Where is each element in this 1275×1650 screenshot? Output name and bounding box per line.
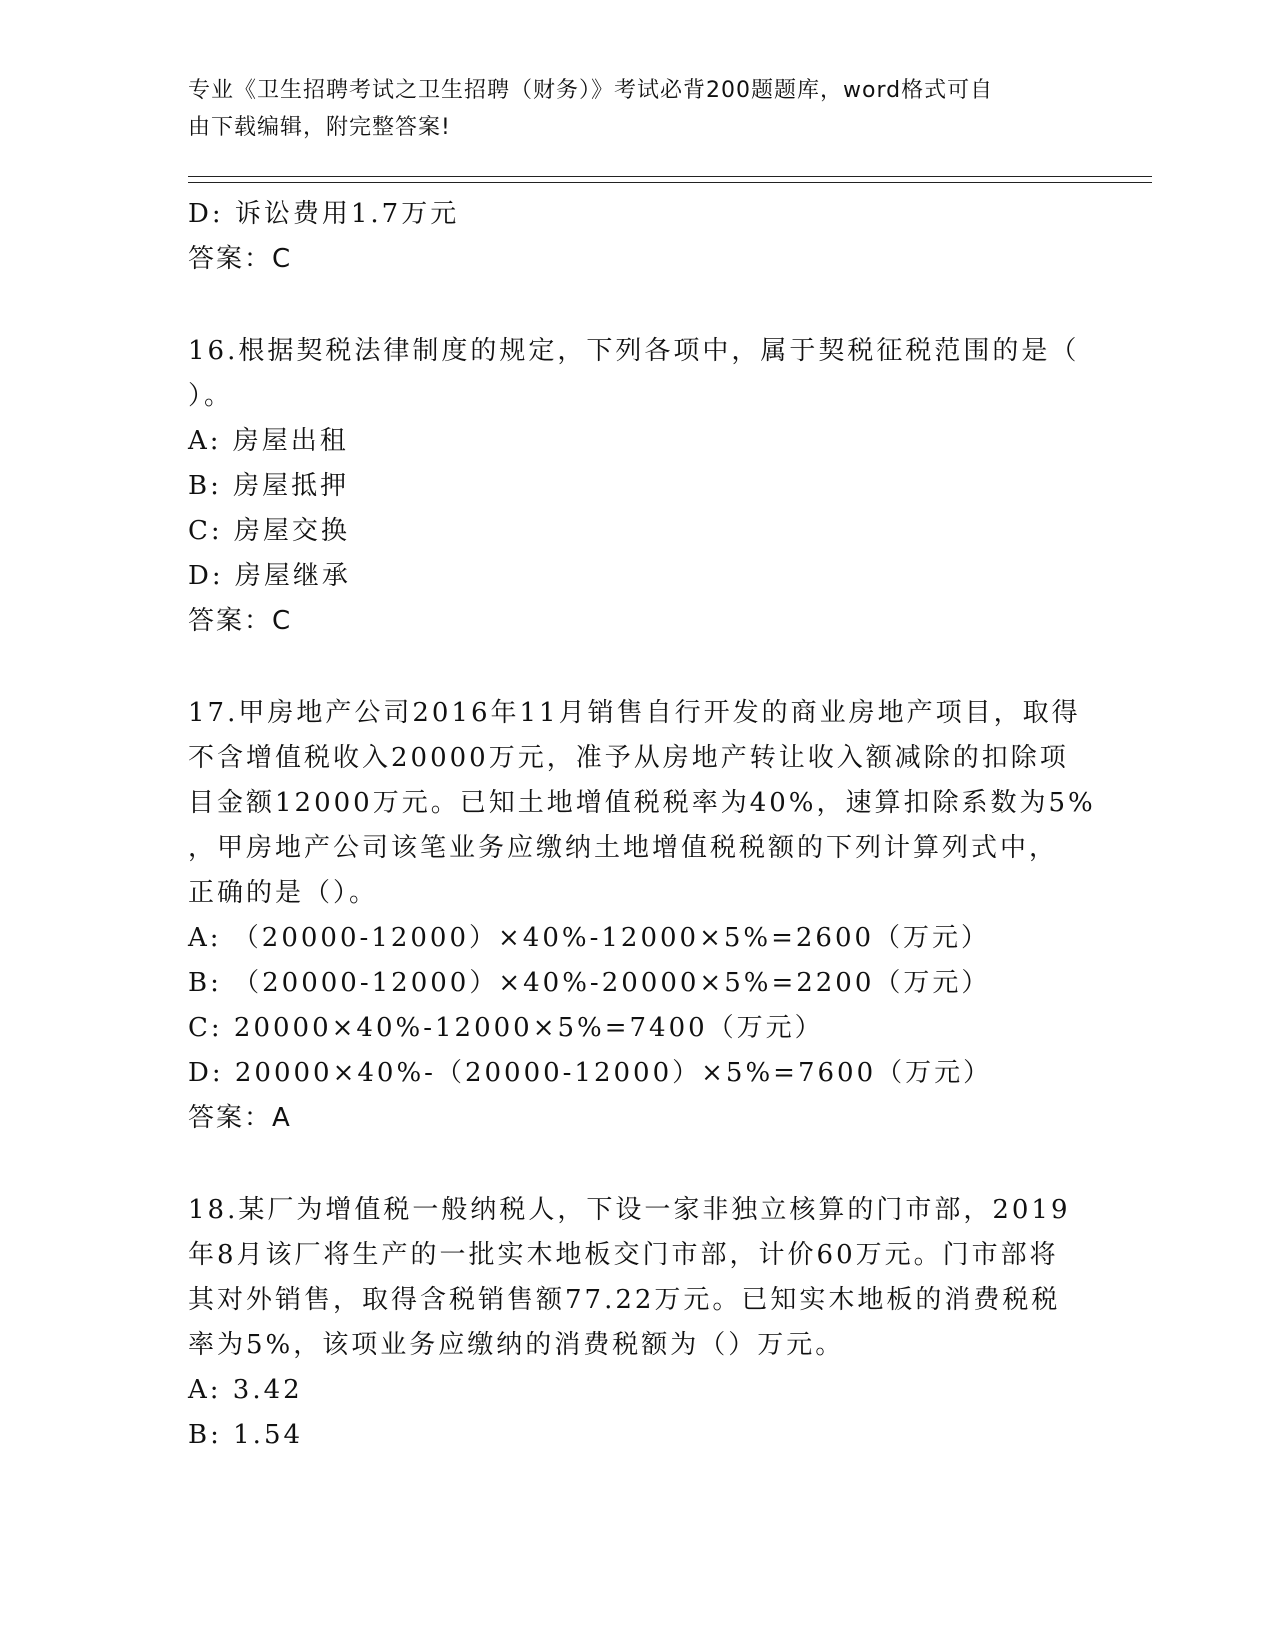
answer-label: 答案：A — [188, 1103, 292, 1133]
question-stem: 其对外销售，取得含税销售额77.22万元。已知实木地板的消费税税 — [188, 1285, 1061, 1315]
option-c: C: 20000×40%-12000×5%=7400（万元） — [188, 1013, 824, 1043]
option-b: B: 1.54 — [188, 1420, 304, 1450]
answer-label: 答案：C — [188, 244, 293, 274]
option-d: D: 诉讼费用1.7万元 — [188, 199, 460, 229]
header-line-2: 由下载编辑，附完整答案! — [188, 115, 451, 140]
question-stem: 年8月该厂将生产的一批实木地板交门市部，计价60万元。门市部将 — [188, 1240, 1059, 1270]
header-line-1: 专业《卫生招聘考试之卫生招聘（财务）》考试必背200题题库，word格式可自 — [188, 78, 994, 103]
question-stem: ）。 — [188, 381, 234, 411]
option-d: D: 房屋继承 — [188, 561, 351, 591]
question-list — [188, 192, 1096, 1458]
question-17 — [188, 691, 1096, 1141]
question-stem: 目金额12000万元。已知土地增值税税率为40%，速算扣除系数为5% — [188, 788, 1096, 818]
option-a: A: 3.42 — [188, 1375, 303, 1405]
question-15 — [188, 192, 1088, 282]
question-stem: 率为5%，该项业务应缴纳的消费税额为（）万元。 — [188, 1330, 845, 1360]
option-c: C: 房屋交换 — [188, 516, 350, 546]
option-a: A: 房屋出租 — [188, 426, 349, 456]
spacer — [188, 644, 1088, 691]
answer-label: 答案：C — [188, 606, 293, 636]
header-rule-bottom — [188, 182, 1152, 183]
question-18 — [188, 1188, 1088, 1458]
option-a: A: （20000-12000）×40%-12000×5%=2600（万元） — [188, 923, 991, 953]
question-stem: 16.根据契税法律制度的规定，下列各项中，属于契税征税范围的是（ — [188, 336, 1080, 366]
question-stem: 17.甲房地产公司2016年11月销售自行开发的商业房地产项目，取得 — [188, 698, 1081, 728]
option-b: B: （20000-12000）×40%-20000×5%=2200（万元） — [188, 968, 991, 998]
question-16 — [188, 329, 1088, 644]
question-stem: 不含增值税收入20000万元，准予从房地产转让收入额减除的扣除项 — [188, 743, 1069, 773]
spacer — [188, 282, 1088, 329]
spacer — [188, 1141, 1088, 1188]
option-d: D: 20000×40%-（20000-12000）×5%=7600（万元） — [188, 1058, 993, 1088]
header-rule-top — [188, 176, 1152, 177]
option-b: B: 房屋抵押 — [188, 471, 350, 501]
question-stem: 正确的是（）。 — [188, 878, 379, 908]
question-stem: ，甲房地产公司该笔业务应缴纳土地增值税税额的下列计算列式中， — [188, 833, 1059, 863]
question-stem: 18.某厂为增值税一般纳税人，下设一家非独立核算的门市部，2019 — [188, 1195, 1071, 1225]
document-header — [188, 72, 1068, 146]
